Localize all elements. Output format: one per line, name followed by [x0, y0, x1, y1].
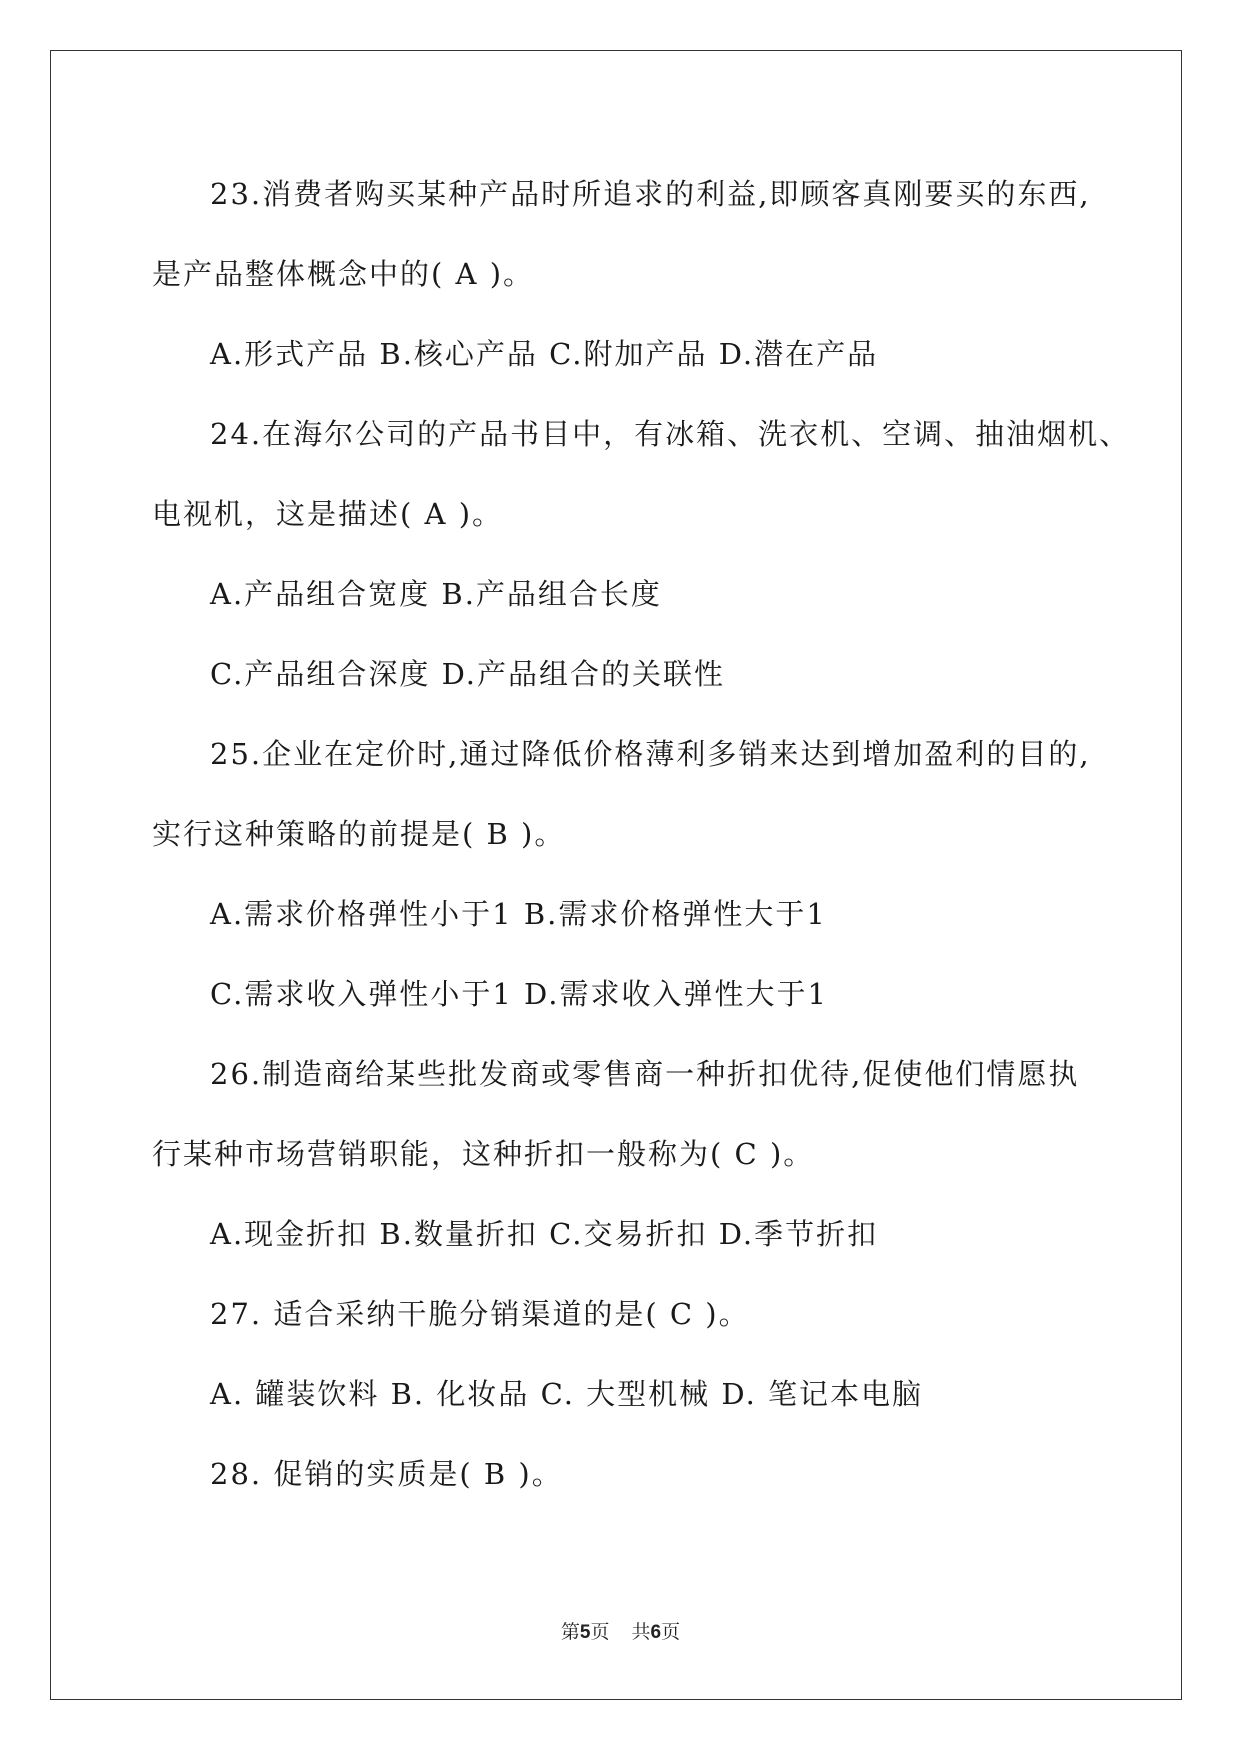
question-25-text-cont: 实行这种策略的前提是( B )。 — [152, 817, 566, 851]
footer-total-prefix: 共 — [631, 1621, 651, 1643]
question-24-options-cd: C.产品组合深度 D.产品组合的关联性 — [210, 657, 726, 691]
question-28-text: 28. 促销的实质是( B )。 — [210, 1457, 563, 1491]
question-26-text: 26.制造商给某些批发商或零售商一种折扣优待,促使他们情愿执 — [210, 1057, 1080, 1091]
footer-page-number: 5 — [579, 1622, 591, 1643]
question-24-text: 24.在海尔公司的产品书目中，有冰箱、洗衣机、空调、抽油烟机、 — [210, 417, 1131, 451]
question-26-options: A.现金折扣 B.数量折扣 C.交易折扣 D.季节折扣 — [210, 1217, 879, 1251]
footer-page-prefix: 第 — [560, 1621, 580, 1643]
question-26-text-cont: 行某种市场营销职能，这种折扣一般称为( C )。 — [152, 1137, 815, 1171]
footer-page-suffix: 页 — [590, 1621, 610, 1643]
question-23-text: 23.消费者购买某种产品时所追求的利益,即顾客真刚要买的东西, — [210, 177, 1091, 211]
footer-total-pages: 6 — [650, 1622, 662, 1643]
question-27-text: 27. 适合采纳干脆分销渠道的是( C )。 — [210, 1297, 750, 1331]
question-23-options: A.形式产品 B.核心产品 C.附加产品 D.潜在产品 — [210, 337, 879, 371]
question-25-options-cd: C.需求收入弹性小于1 D.需求收入弹性大于1 — [210, 977, 828, 1011]
question-24-text-cont: 电视机，这是描述( A )。 — [152, 497, 504, 531]
page-footer — [0, 1617, 1241, 1644]
question-27-options: A. 罐装饮料 B. 化妆品 C. 大型机械 D. 笔记本电脑 — [210, 1377, 924, 1411]
question-23-text-cont: 是产品整体概念中的( A )。 — [152, 257, 535, 291]
page-border — [50, 50, 1182, 1700]
question-25-text: 25.企业在定价时,通过降低价格薄利多销来达到增加盈利的目的, — [210, 737, 1091, 771]
question-25-options-ab: A.需求价格弹性小于1 B.需求价格弹性大于1 — [210, 897, 827, 931]
question-24-options-ab: A.产品组合宽度 B.产品组合长度 — [210, 577, 662, 611]
footer-total-suffix: 页 — [661, 1621, 681, 1643]
